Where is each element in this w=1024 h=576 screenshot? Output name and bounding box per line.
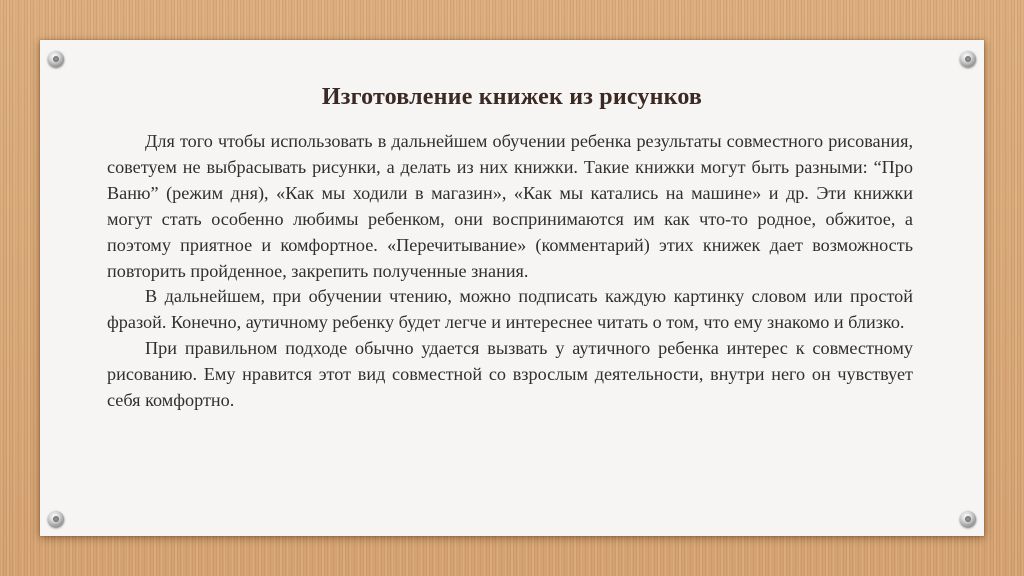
screw-icon — [48, 511, 64, 527]
screw-icon — [960, 51, 976, 67]
slide-body — [107, 129, 913, 414]
screw-icon — [960, 511, 976, 527]
slide-panel — [40, 40, 984, 536]
screw-icon — [48, 51, 64, 67]
paragraph: При правильном подходе обычно удается вызвать у аутичного ребенка интерес к совместному рисованию. Ему нравится этот вид совместной со взрослым деятельности, внутри него он чувствует себя комфортно. — [107, 338, 913, 411]
paragraph: В дальнейшем, при обучении чтению, можно подписать каждую картинку словом или простой фразой. Конечно, аутичному ребенку будет легче и интереснее читать о том, что ему знакомо и близко. — [107, 286, 913, 333]
paragraph: Для того чтобы использовать в дальнейшем обучении ребенка результаты совместного рисования, советуем не выбрасывать рисунки, а делать из них книжки. Такие книжки могут быть разными: “Про Ваню” (режим дня), «Как мы ходили в магазин», «Как мы катались на машине» и др. Эти книжки могут стать особенно любимы ребенком, они воспринимаются им как что-то родное, обжитое, а поэтому приятное и комфортное. «Перечитывание» (комментарий) этих книжек дает возможность повторить пройденное, закрепить полученные знания. — [107, 131, 913, 281]
slide-title: Изготовление книжек из рисунков — [321, 84, 703, 110]
